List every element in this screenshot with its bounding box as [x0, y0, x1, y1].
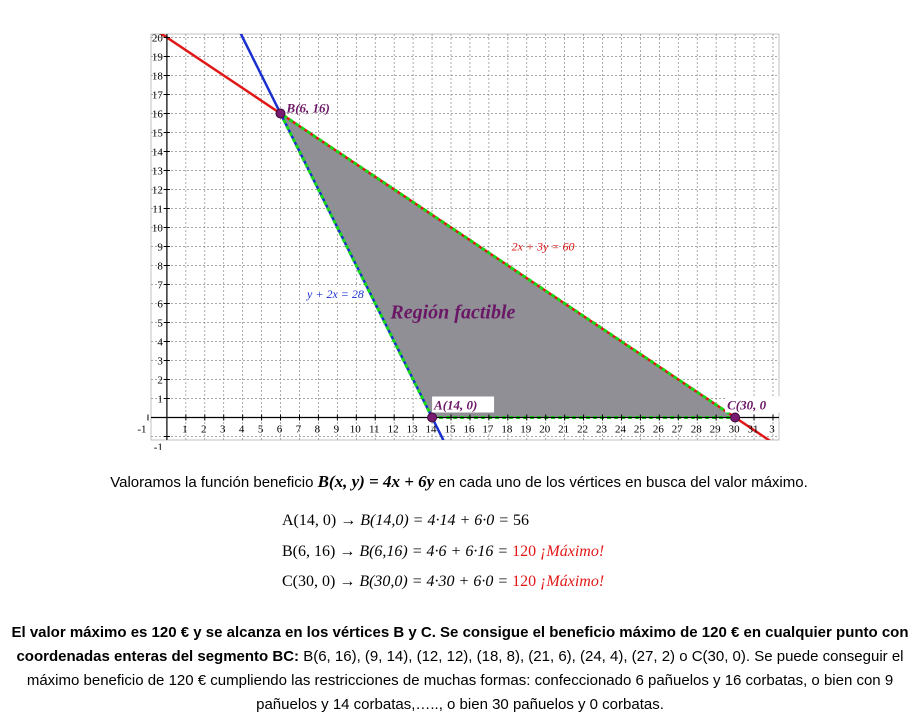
vertex-label: B(6, 16) [286, 100, 330, 116]
feasible-region-label: Región factible [390, 301, 516, 324]
x-tick-label: -1 [137, 423, 147, 436]
y-tick-label: 19 [151, 51, 163, 64]
y-tick-label: 14 [151, 146, 163, 159]
vertex-label: A(14, 0) [434, 397, 478, 413]
vertex-point-icon [276, 109, 285, 118]
x-tick-label: 11 [368, 423, 380, 436]
x-tick-label: 29 [709, 423, 721, 436]
intro-before: Valoramos la función beneficio [110, 474, 318, 491]
evaluation-row-b [282, 543, 604, 561]
y-tick-label: 8 [157, 260, 163, 273]
arrow-icon: → [339, 573, 356, 590]
x-tick-label: 19 [520, 423, 532, 436]
x-tick-label: 31 [747, 423, 759, 436]
y-tick-label: 12 [151, 184, 163, 197]
conclusion-text: B(6, 16), (9, 14), (12, 12), (18, 8), (21, 6), (24, 4), (27, 2) o C(30, 0). Se puede conseguir el máximo beneficio de 120 € cumpliendo las restricciones de muchas formas: confeccionado 6 pañuelos y 16 corbatas, o bien con 9 pañuelos y 14 corbatas,….., o bien 30 pañuelos y 0 corbatas. [26, 648, 904, 713]
y-tick-label: 15 [151, 127, 163, 140]
x-tick-label: 7 [295, 423, 302, 436]
x-tick-label: 4 [238, 423, 245, 436]
y-tick-label: 3 [157, 355, 163, 368]
y-tick-label: 17 [151, 89, 163, 102]
x-tick-label: 25 [633, 423, 645, 436]
y-tick-label: 7 [157, 279, 163, 292]
x-tick-label: 18 [501, 423, 513, 436]
y-tick-label: 5 [157, 317, 163, 330]
y-tick-label: 4 [157, 336, 163, 349]
maximum-note: ¡Máximo! [540, 573, 605, 590]
vertex-label: C(30, 0 [727, 397, 767, 413]
x-tick-label: 24 [614, 423, 626, 436]
x-tick-label: 28 [690, 423, 702, 436]
x-tick-label: 20 [539, 423, 551, 436]
x-tick-label: 13 [406, 423, 418, 436]
x-tick-label: 10 [349, 423, 361, 436]
evaluation-expression: B(14,0) = 4·14 + 6·0 = [360, 512, 514, 529]
y-tick-label: 2 [157, 374, 163, 387]
conclusion-bold: El valor máximo es 120 € y se alcanza en los vértices B y C. Se consigue el beneficio máximo de 120 € en cualquier punto con coordenadas enteras del segmento BC: [11, 624, 909, 665]
vertex-label: A(14, 0) [282, 512, 337, 529]
conclusion-paragraph [8, 621, 912, 717]
x-tick-label: 6 [276, 423, 283, 436]
evaluation-row-c [282, 573, 604, 591]
x-tick-label: 1 [182, 423, 188, 436]
x-tick-label: 17 [482, 423, 494, 436]
intro-paragraph [0, 472, 918, 492]
y-tick-label: 20 [151, 32, 163, 45]
arrow-icon: → [340, 512, 357, 529]
x-tick-label: 8 [314, 423, 321, 436]
x-tick-label: 26 [652, 423, 664, 436]
evaluation-result: 120 [512, 573, 537, 590]
maximum-note: ¡Máximo! [540, 543, 605, 560]
evaluation-result: 120 [512, 543, 537, 560]
evaluation-expression: B(30,0) = 4·30 + 6·0 = [359, 573, 513, 590]
x-tick-label: 30 [728, 423, 740, 436]
constraint-label-y-2x-28: y + 2x = 28 [307, 286, 364, 301]
evaluation-row-a [282, 512, 529, 530]
y-tick-label: 16 [151, 108, 163, 121]
vertex-point-icon [731, 413, 740, 422]
evaluation-expression: B(6,16) = 4·6 + 6·16 = [359, 543, 513, 560]
x-tick-label: 12 [387, 423, 399, 436]
vertex-label: B(6, 16) [282, 543, 336, 560]
y-tick-label: 11 [152, 203, 163, 216]
y-tick-label: 9 [157, 241, 163, 254]
constraint-label-2x-3y-60: 2x + 3y = 60 [511, 239, 575, 254]
x-tick-label: 3 [769, 423, 775, 436]
evaluation-result: 56 [513, 512, 530, 529]
intro-after: en cada uno de los vértices en busca del valor máximo. [434, 474, 808, 491]
x-tick-label: 14 [425, 423, 437, 436]
x-tick-label: 22 [577, 423, 589, 436]
x-tick-label: 21 [558, 423, 570, 436]
x-tick-label: 27 [671, 423, 683, 436]
x-tick-label: 3 [219, 423, 226, 436]
x-tick-label: 16 [463, 423, 475, 436]
y-tick-label: 10 [151, 222, 163, 235]
profit-function: B(x, y) = 4x + 6y [317, 472, 435, 491]
x-tick-label: 2 [201, 423, 207, 436]
y-tick-label: -1 [153, 441, 163, 450]
x-tick-label: 5 [257, 423, 264, 436]
vertex-point-icon [428, 413, 437, 422]
y-tick-label: 6 [157, 298, 163, 311]
y-tick-label: 13 [151, 165, 163, 178]
x-tick-label: 23 [596, 423, 608, 436]
x-tick-label: 9 [333, 423, 340, 436]
arrow-icon: → [339, 543, 356, 560]
y-tick-label: 1 [157, 393, 163, 406]
y-tick-label: 18 [151, 70, 163, 83]
x-tick-label: 15 [444, 423, 456, 436]
vertex-label: C(30, 0) [282, 573, 336, 590]
